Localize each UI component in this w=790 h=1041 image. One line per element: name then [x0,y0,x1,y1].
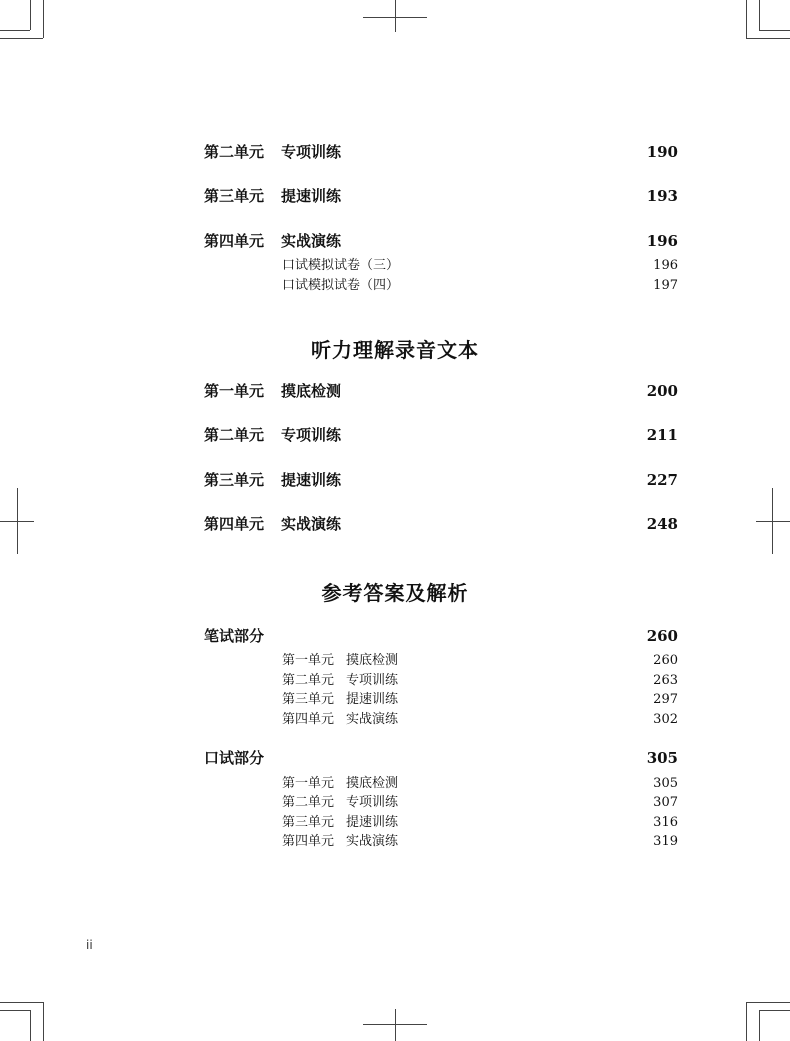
toc-subentry[interactable] [282,813,678,832]
unit-title: 专项训练 [346,673,399,688]
crop-mark-line [0,1002,43,1003]
page-number: 305 [646,749,678,767]
toc-subentry[interactable] [282,671,678,690]
toc-subentry[interactable] [282,774,678,793]
unit-title: 提速训练 [346,692,399,707]
unit-label: 第四单元 [282,834,335,849]
toc-entry[interactable] [204,422,678,448]
toc-entry[interactable] [204,378,678,404]
crop-mark-line [759,0,760,30]
unit-label: 第三单元 [204,471,265,489]
unit-label: 第二单元 [204,143,265,161]
crop-mark-line [759,1010,760,1041]
page-number: 248 [646,515,678,533]
crop-mark-line [30,0,31,30]
unit-label: 第三单元 [282,815,335,830]
toc-subentry[interactable] [282,256,678,275]
page-number: 307 [653,795,678,810]
crop-mark-line [395,0,396,32]
unit-title: 摸底检测 [346,776,399,791]
unit-title: 摸底检测 [281,382,342,400]
page-number: 319 [653,834,678,849]
unit-label: 第二单元 [282,795,335,810]
crop-mark-line [363,1024,427,1025]
page-number: 197 [653,278,678,293]
page-number: 196 [646,232,678,250]
page-number: 297 [653,692,678,707]
unit-title: 专项训练 [346,795,399,810]
crop-mark-line [30,1010,31,1041]
crop-mark-line [0,38,43,39]
unit-title: 专项训练 [281,143,342,161]
crop-mark-line [0,521,34,522]
unit-title: 实战演练 [281,515,342,533]
unit-label: 第二单元 [204,426,265,444]
unit-label: 第四单元 [204,232,265,250]
toc-part-entry[interactable] [204,745,678,771]
page-number: 316 [653,815,678,830]
unit-title: 实战演练 [346,834,399,849]
page-number: 260 [646,627,678,645]
unit-title: 提速训练 [281,471,342,489]
crop-mark-line [43,1002,44,1041]
unit-label: 第四单元 [282,712,335,727]
crop-mark-line [0,30,30,31]
page-number: 196 [653,258,678,273]
toc-entry[interactable] [204,467,678,493]
section-title: 参考答案及解析 [321,581,469,605]
subentry-title: 口试模拟试卷（三） [282,258,400,273]
section-title: 听力理解录音文本 [311,338,479,362]
unit-label: 第三单元 [282,692,335,707]
page-number: 302 [653,712,678,727]
toc-subentry[interactable] [282,651,678,670]
unit-title: 摸底检测 [346,653,399,668]
page-number: 211 [646,426,678,444]
toc-subentry[interactable] [282,793,678,812]
unit-label: 第一单元 [282,776,335,791]
unit-label: 第一单元 [282,653,335,668]
crop-mark-line [395,1009,396,1041]
part-title: 口试部分 [204,749,265,767]
unit-label: 第二单元 [282,673,335,688]
unit-title: 专项训练 [281,426,342,444]
unit-label: 第三单元 [204,187,265,205]
crop-mark-line [756,521,790,522]
page-number: 260 [653,653,678,668]
unit-title: 提速训练 [346,815,399,830]
toc-subentry[interactable] [282,710,678,729]
toc-entry[interactable] [204,511,678,537]
page-number: 263 [653,673,678,688]
page-number: 193 [646,187,678,205]
part-title: 笔试部分 [204,627,265,645]
unit-title: 实战演练 [346,712,399,727]
page-number: 227 [646,471,678,489]
crop-mark-line [0,1010,30,1011]
page-folio: ii [86,938,93,952]
unit-label: 第一单元 [204,382,265,400]
unit-title: 提速训练 [281,187,342,205]
unit-label: 第四单元 [204,515,265,533]
toc-entry[interactable] [204,139,678,165]
crop-mark-line [746,0,747,38]
toc-subentry[interactable] [282,832,678,851]
crop-mark-line [746,1002,747,1041]
toc-entry[interactable] [204,228,678,254]
page-number: 200 [646,382,678,400]
crop-mark-line [746,38,790,39]
crop-mark-line [43,0,44,38]
toc-subentry[interactable] [282,690,678,709]
crop-mark-line [759,30,790,31]
subentry-title: 口试模拟试卷（四） [282,278,400,293]
unit-title: 实战演练 [281,232,342,250]
crop-mark-line [363,17,427,18]
toc-part-entry[interactable] [204,623,678,649]
crop-mark-line [759,1010,790,1011]
crop-mark-line [746,1002,790,1003]
page-number: 305 [653,776,678,791]
toc-entry[interactable] [204,183,678,209]
toc-subentry[interactable] [282,276,678,295]
page-number: 190 [646,143,678,161]
